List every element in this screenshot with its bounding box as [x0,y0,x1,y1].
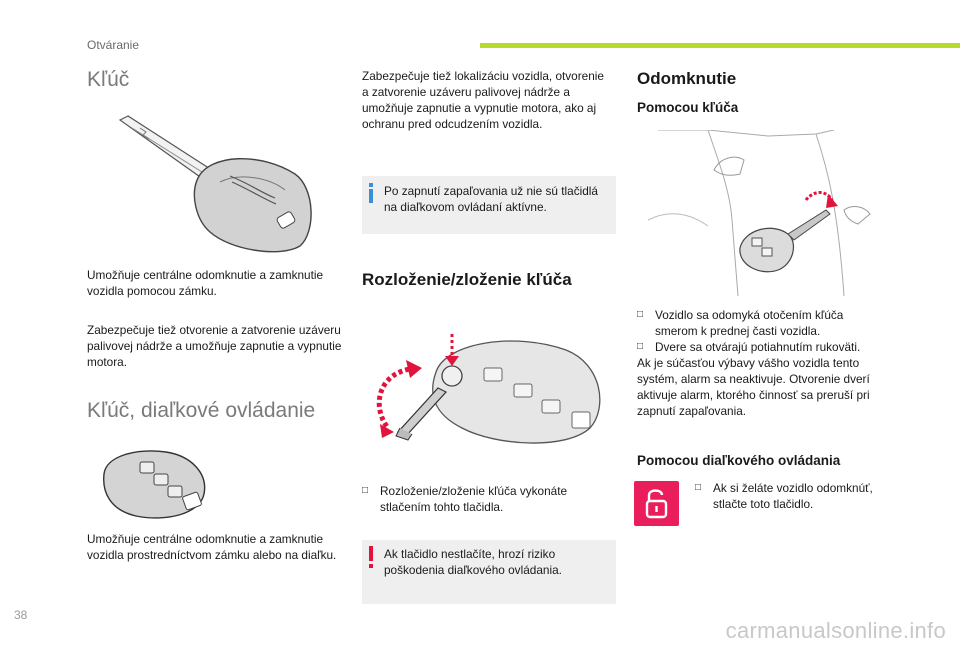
unlock-bullet-2-text: Dvere sa otvárajú potiahnutím rukoväti. [655,340,861,354]
fold-key-bullet [362,483,612,515]
title-key: Kľúč [87,68,130,91]
watermark: carmanualsonline.info [725,618,946,643]
unlock-bullet-1 [637,307,882,339]
key-illustration [110,112,325,260]
page-number: 38 [14,608,28,622]
info-note-text: Po zapnutí zapaľovania už nie sú tlačidlá na diaľkovom ovládaní aktívne. [384,184,598,214]
unlock-button-illustration [634,481,679,526]
warning-icon [367,546,375,568]
remote-key-illustration [96,444,214,524]
checkbox-bullet-icon: □ [695,482,702,493]
subtitle-with-remote: Pomocou diaľkového ovládania [637,453,841,468]
checkbox-bullet-icon: □ [362,485,369,496]
fold-key-bullet-text: Rozloženie/zloženie kľúča vykonáte stlačením tohto tlačidla. [380,484,568,514]
checkbox-bullet-icon: □ [637,341,644,352]
key-additional-description: Zabezpečuje tiež otvorenie a zatvorenie uzáveru palivovej nádrže a umožňuje zapnutie a vypnutie motora. [87,323,342,369]
remote-unlock-bullet [695,480,885,512]
title-remote-key: Kľúč, diaľkové ovládanie [87,399,316,422]
intro-paragraph: Zabezpečuje tiež lokalizáciu vozidla, otvorenie a zatvorenie uzáveru palivovej nádrže a umožňuje zapnutie a vypnutie motora, ako aj ochranu pred odcudzením vozidla. [362,69,604,131]
unlock-icon [634,481,679,526]
key-description: Umožňuje centrálne odomknutie a zamknutie vozidla pomocou zámku. [87,268,324,298]
checkbox-bullet-icon: □ [637,309,644,320]
subtitle-with-key: Pomocou kľúča [637,100,739,115]
unlock-bullet-2 [637,339,882,355]
fold-key-illustration [366,328,612,450]
title-unlock: Odomknutie [637,69,737,88]
remote-unlock-bullet-text: Ak si želáte vozidlo odomknúť, stlačte toto tlačidlo. [713,481,873,511]
warning-note-box [362,540,616,604]
info-icon [367,183,375,203]
unlock-bullet-1-text: Vozidlo sa odomyká otočením kľúča smerom k prednej časti vozidla. [655,308,844,338]
warning-note-text: Ak tlačidlo nestlačíte, hrozí riziko poškodenia diaľkového ovládania. [384,547,562,577]
title-fold-key: Rozloženie/zloženie kľúča [362,270,572,289]
section-label: Otváranie [87,38,140,52]
info-note-box [362,176,616,234]
alarm-paragraph: Ak je súčasťou výbavy vášho vozidla tento systém, alarm sa neaktivuje. Otvorenie dverí aktivuje alarm, ktorého činnosť sa preruší pri zapnutí zapaľovania. [637,356,870,418]
remote-key-description: Umožňuje centrálne odomknutie a zamknutie vozidla prostredníctvom zámku alebo na diaľku. [87,532,337,562]
car-door-key-illustration [648,130,880,296]
header-accent-bar [480,43,960,48]
